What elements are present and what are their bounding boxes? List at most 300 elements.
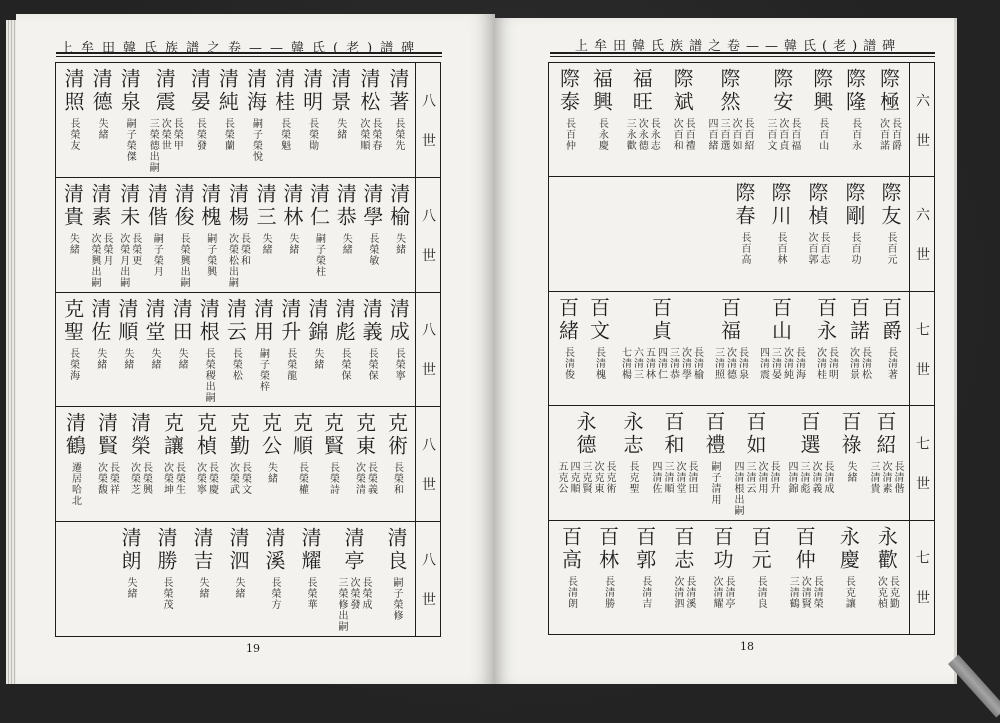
lineage-note: 長清槐: [593, 346, 605, 380]
person-name: 清溪: [262, 527, 286, 574]
lineage-note: 失緒: [393, 232, 405, 255]
genealogy-entry: [194, 412, 218, 520]
person-name: 百禮: [702, 411, 726, 458]
lineage-note: 長榮保: [338, 347, 350, 381]
generation-label: 七世: [909, 406, 934, 519]
generation-row: [56, 522, 440, 636]
person-name: 百仲: [792, 525, 817, 572]
genealogy-entry: [308, 183, 330, 291]
generation-row: [549, 177, 934, 291]
person-name: 福旺: [629, 68, 654, 114]
lineage-note: 長清朗: [565, 575, 577, 609]
genealogy-entry: [785, 411, 833, 519]
person-name: 清成: [386, 297, 411, 344]
genealogy-entry: [387, 298, 409, 406]
person-name: 百諾: [846, 296, 871, 343]
lineage-note: 長榮春: [369, 118, 381, 151]
person-name: 克讓: [160, 412, 185, 459]
person-name: 清三: [253, 182, 278, 229]
lineage-note: 長清田: [686, 461, 697, 495]
generation-label: 八世: [415, 178, 440, 292]
lineage-notes: [844, 461, 856, 519]
lineage-notes: [754, 576, 766, 634]
genealogy-table: [55, 62, 441, 637]
genealogy-entry: [260, 412, 282, 520]
person-name: 清鶴: [62, 412, 87, 459]
person-name: 際友: [878, 182, 902, 229]
genealogy-entry: [335, 527, 371, 635]
lineage-notes: [123, 118, 135, 176]
genealogy-table: [548, 62, 935, 635]
lineage-notes: [194, 462, 218, 520]
person-name: 清楊: [225, 182, 250, 229]
lineage-note: 次清耀: [710, 575, 722, 609]
person-name: 清田: [169, 297, 194, 344]
person-name: 百和: [661, 411, 685, 458]
lineage-note: 四清佐: [650, 461, 661, 495]
entry-group: [56, 293, 415, 407]
lineage-note: 嗣子榮修: [391, 577, 402, 622]
generation-label: 六世: [909, 177, 934, 290]
lineage-note: 長榮月: [101, 232, 113, 266]
lineage-note: 長清成: [822, 461, 833, 495]
generation-label: 六世: [909, 63, 934, 176]
lineage-notes: [353, 462, 377, 520]
lineage-notes: [66, 233, 78, 291]
person-name: 清著: [385, 68, 410, 114]
genealogy-entry: [322, 412, 344, 520]
lineage-note: 長榮甲: [171, 118, 183, 151]
genealogy-entry: [879, 182, 901, 290]
person-name: 百文: [586, 296, 611, 343]
genealogy-entry: [844, 68, 866, 176]
lineage-note: 次榮寧: [194, 462, 206, 496]
genealogy-entry: [301, 68, 323, 176]
genealogy-entry: [357, 68, 381, 176]
generation-row: [56, 293, 440, 408]
genealogy-entry: [385, 527, 407, 635]
lineage-notes: [196, 577, 208, 635]
lineage-notes: [390, 577, 402, 635]
lineage-note: 長榮華: [305, 577, 316, 611]
person-name: 際安: [769, 68, 794, 114]
lineage-note: 長榮更: [129, 232, 141, 266]
genealogy-entry: [649, 411, 697, 519]
lineage-notes: [193, 118, 205, 176]
lineage-notes: [69, 462, 81, 520]
person-name: 際剛: [842, 182, 866, 229]
genealogy-entry: [670, 68, 694, 176]
lineage-note: 長榮義: [365, 462, 377, 496]
lineage-note: 次百如: [729, 118, 741, 151]
lineage-note: 次清賢: [799, 575, 811, 609]
lineage-notes: [786, 576, 822, 634]
generation-row: [549, 521, 934, 634]
lineage-notes: [117, 233, 141, 291]
lineage-note: 次克東: [592, 461, 603, 495]
lineage-notes: [357, 118, 381, 176]
lineage-note: 長榮成: [360, 577, 371, 611]
generation-label: 八世: [415, 522, 440, 636]
header-double-rule: [550, 52, 935, 57]
lineage-note: 長榮文: [239, 462, 251, 496]
genealogy-entry: [867, 411, 903, 519]
lineage-note: 次百貞: [776, 118, 788, 151]
lineage-notes: [867, 461, 903, 519]
lineage-note: 三清順: [662, 461, 673, 495]
genealogy-entry: [161, 412, 185, 520]
lineage-note: 四克順: [568, 461, 579, 495]
lineage-notes: [639, 576, 651, 634]
lineage-note: 三克賢: [580, 461, 591, 495]
lineage-note: 長清勝: [602, 575, 614, 609]
person-name: 清升: [277, 297, 302, 344]
genealogy-entry: [814, 297, 838, 405]
person-name: 清順: [114, 297, 139, 344]
person-name: 清仁: [306, 182, 331, 229]
lineage-notes: [764, 118, 800, 176]
lineage-notes: [805, 232, 829, 290]
genealogy-entry: [62, 298, 84, 406]
lineage-notes: [124, 577, 136, 635]
person-name: 清良: [384, 527, 408, 574]
lineage-note: 次榮坤: [161, 462, 173, 496]
lineage-notes: [161, 462, 185, 520]
person-name: 克術: [384, 412, 409, 459]
lineage-note: 長克術: [604, 461, 615, 495]
person-name: 清槐: [197, 182, 222, 229]
person-name: 百郭: [632, 525, 657, 572]
person-name: 清景: [327, 68, 352, 114]
lineage-notes: [259, 233, 271, 291]
lineage-notes: [392, 348, 404, 406]
lineage-notes: [278, 118, 290, 176]
person-name: 清榮: [127, 412, 152, 459]
genealogy-entry: [703, 411, 725, 519]
lineage-notes: [816, 118, 828, 176]
person-name: 清貴: [60, 182, 85, 229]
person-name: 克公: [258, 412, 283, 459]
lineage-notes: [565, 576, 577, 634]
lineage-notes: [619, 347, 703, 405]
lineage-note: 長清偕: [892, 461, 903, 495]
genealogy-entry: [62, 68, 84, 176]
person-name: 百志: [670, 525, 695, 572]
lineage-note: 長百山: [816, 118, 828, 151]
lineage-note: 次榮世: [159, 118, 171, 151]
genealogy-entry: [89, 298, 111, 406]
genealogy-entry: [560, 526, 582, 634]
lineage-note: 次清景: [847, 346, 859, 380]
lineage-note: 長榮松: [230, 347, 242, 381]
genealogy-entry: [837, 526, 859, 634]
lineage-note: 失緒: [197, 577, 208, 600]
person-name: 清偕: [144, 182, 169, 229]
lineage-notes: [842, 576, 854, 634]
person-name: 百如: [743, 411, 767, 458]
lineage-notes: [257, 348, 269, 406]
generation-label: 八世: [415, 293, 440, 407]
generation-row: [549, 63, 934, 177]
person-name: 際川: [768, 182, 792, 229]
genealogy-entry: [874, 526, 898, 634]
genealogy-entry: [117, 183, 141, 291]
lineage-note: 長清升: [768, 461, 779, 495]
lineage-notes: [626, 461, 638, 519]
lineage-note: 長榮稷出嗣: [203, 347, 215, 403]
lineage-note: 嗣子清用: [709, 461, 720, 506]
lineage-note: 次百諾: [877, 118, 889, 151]
person-name: 清亭: [341, 527, 365, 574]
genealogy-entry: [95, 412, 119, 520]
lineage-note: 失緒: [96, 118, 108, 140]
lineage-note: 遷居哈北: [69, 462, 81, 507]
person-name: 清純: [215, 68, 240, 114]
person-name: 清明: [299, 68, 324, 114]
lineage-note: 長百禮: [683, 118, 695, 151]
person-name: 清海: [243, 68, 268, 114]
genealogy-entry: [333, 298, 355, 406]
lineage-notes: [128, 462, 152, 520]
person-name: 克聖: [60, 297, 85, 344]
genealogy-entry: [590, 68, 612, 176]
lineage-note: 三百選: [717, 118, 729, 151]
lineage-notes: [304, 577, 316, 635]
lineage-note: 長榮和: [238, 232, 250, 266]
lineage-note: 次清純: [781, 346, 793, 380]
genealogy-entry: [146, 68, 182, 176]
right-page: [495, 18, 957, 684]
genealogy-entry: [329, 68, 351, 176]
lineage-note: 四清仁: [655, 346, 667, 380]
lineage-note: 長百爵: [889, 118, 901, 151]
lineage-note: 長百福: [788, 118, 800, 151]
lineage-note: 四清震: [757, 346, 769, 380]
genealogy-entry: [387, 68, 409, 176]
genealogy-entry: [839, 411, 861, 519]
person-name: 百選: [797, 411, 821, 458]
person-name: 克順: [289, 412, 314, 459]
person-name: 清素: [88, 182, 113, 229]
genealogy-entry: [90, 68, 112, 176]
person-name: 清堂: [141, 297, 166, 344]
genealogy-entry: [555, 411, 615, 519]
lineage-note: 失緒: [260, 232, 272, 255]
person-name: 清桂: [271, 68, 296, 114]
lineage-notes: [847, 347, 871, 405]
lineage-note: 長榮興出嗣: [178, 232, 190, 288]
lineage-note: 次榮發: [348, 577, 359, 611]
lineage-notes: [202, 348, 214, 406]
lineage-notes: [885, 347, 897, 405]
lineage-notes: [649, 461, 697, 519]
genealogy-entry: [197, 298, 219, 406]
lineage-note: 長克勤: [887, 575, 899, 609]
lineage-notes: [177, 233, 189, 291]
header-double-rule: [56, 52, 442, 57]
lineage-notes: [339, 233, 351, 291]
person-name: 百祿: [838, 411, 862, 458]
genealogy-entry: [671, 526, 695, 634]
lineage-note: 長榮友: [68, 118, 80, 151]
lineage-note: 長百永: [849, 118, 861, 151]
lineage-note: 長榮敏: [366, 232, 378, 266]
lineage-note: 長清榆: [691, 346, 703, 380]
lineage-note: 五克公: [556, 461, 567, 495]
genealogy-entry: [227, 527, 249, 635]
lineage-note: 失緒: [334, 118, 346, 140]
entry-group: [56, 178, 415, 292]
lineage-note: 長榮海: [67, 347, 79, 381]
lineage-note: 長榮勛: [306, 118, 318, 151]
lineage-notes: [94, 348, 106, 406]
lineage-note: 三清照: [712, 346, 724, 380]
person-name: 清勝: [154, 527, 178, 574]
lineage-note: 次榮月出嗣: [117, 232, 129, 288]
lineage-note: 長清榮: [811, 575, 823, 609]
person-name: 清德: [89, 68, 114, 114]
lineage-note: 六清三: [631, 346, 643, 380]
genealogy-entry: [731, 411, 779, 519]
lineage-note: 嗣子榮悅: [250, 118, 262, 162]
lineage-notes: [884, 232, 896, 290]
lineage-note: 次永德: [636, 118, 648, 151]
person-name: 清云: [223, 297, 248, 344]
lineage-notes: [708, 461, 720, 519]
lineage-note: 長百紹: [741, 118, 753, 151]
genealogy-entry: [786, 526, 822, 634]
lineage-notes: [670, 118, 694, 176]
genealogy-entry: [805, 182, 829, 290]
genealogy-entry: [188, 68, 210, 176]
lineage-note: 失緒: [67, 232, 79, 255]
lineage-notes: [623, 118, 659, 176]
lineage-note: 失緒: [233, 577, 244, 600]
lineage-notes: [88, 233, 112, 291]
lineage-note: 長清良: [755, 575, 767, 609]
person-name: 克勤: [226, 412, 251, 459]
lineage-notes: [602, 576, 614, 634]
lineage-notes: [757, 347, 805, 405]
genealogy-entry: [128, 412, 152, 520]
genealogy-entry: [143, 298, 165, 406]
genealogy-entry: [281, 183, 303, 291]
entry-group: [549, 292, 909, 405]
person-name: 清賢: [94, 412, 119, 459]
lineage-notes: [731, 461, 779, 519]
genealogy-entry: [634, 526, 656, 634]
running-header: 上牟田韓氏族譜之卷——韓氏(老)譜碑: [60, 41, 423, 56]
person-name: 際春: [732, 182, 756, 229]
genealogy-entry: [299, 527, 321, 635]
lineage-notes: [95, 462, 119, 520]
genealogy-entry: [705, 68, 753, 176]
lineage-note: 次榮清: [353, 462, 365, 496]
genealogy-entry: [279, 298, 301, 406]
lineage-note: 長榮保: [366, 347, 378, 381]
lineage-note: 次百郭: [806, 232, 817, 266]
lineage-note: 次百和: [671, 118, 683, 151]
lineage-notes: [705, 118, 753, 176]
person-name: 清未: [116, 182, 141, 229]
genealogy-entry: [588, 297, 610, 405]
generation-row: [549, 292, 934, 406]
person-name: 百永: [813, 296, 838, 343]
lineage-notes: [160, 577, 172, 635]
lineage-note: 嗣子榮梓: [257, 347, 269, 392]
genealogy-entry: [710, 526, 734, 634]
genealogy-entry: [619, 297, 703, 405]
lineage-note: 失緒: [265, 462, 277, 485]
entry-group: [549, 521, 909, 634]
lineage-note: 長榮興: [140, 462, 152, 496]
genealogy-entry: [334, 183, 356, 291]
lineage-notes: [146, 118, 182, 176]
genealogy-entry: [224, 298, 246, 406]
lineage-note: 次克楨: [875, 575, 887, 609]
lineage-note: 嗣子榮月: [151, 232, 163, 277]
generation-label: 八世: [415, 63, 440, 177]
person-name: 清松: [356, 68, 381, 114]
lineage-note: 三百文: [764, 118, 776, 151]
lineage-notes: [876, 118, 900, 176]
lineage-notes: [327, 462, 339, 520]
lineage-note: 長清吉: [639, 575, 651, 609]
lineage-note: 失緒: [286, 232, 298, 255]
lineage-notes: [229, 348, 241, 406]
lineage-note: 次榮順: [357, 118, 369, 151]
lineage-note: 四清錦: [786, 461, 797, 495]
lineage-notes: [250, 118, 262, 176]
lineage-note: 次榮興出嗣: [89, 232, 101, 288]
genealogy-entry: [557, 68, 579, 176]
person-name: 永志: [620, 411, 644, 458]
lineage-notes: [814, 347, 838, 405]
person-name: 清根: [196, 297, 221, 344]
genealogy-entry: [749, 526, 771, 634]
person-name: 百福: [717, 296, 742, 343]
lineage-notes: [365, 348, 377, 406]
genealogy-entry: [361, 183, 383, 291]
lineage-note: 次清堂: [674, 461, 685, 495]
person-name: 清錦: [304, 297, 329, 344]
genealogy-entry: [199, 183, 221, 291]
lineage-notes: [562, 118, 574, 176]
lineage-note: 長清亭: [722, 575, 734, 609]
lineage-notes: [265, 462, 277, 520]
lineage-note: 長榮發: [194, 118, 206, 151]
person-name: 清耀: [298, 527, 322, 574]
lineage-note: 次榮芝: [128, 462, 140, 496]
lineage-note: 長百仲: [563, 118, 575, 151]
lineage-note: 失緒: [311, 347, 323, 370]
person-name: 際泰: [556, 68, 581, 114]
lineage-note: 次清義: [810, 461, 821, 495]
lineage-note: 失緒: [845, 461, 856, 484]
genealogy-entry: [225, 183, 249, 291]
lineage-note: 五清林: [643, 346, 655, 380]
genealogy-entry: [712, 297, 748, 405]
lineage-notes: [712, 347, 748, 405]
lineage-note: 三清云: [744, 461, 755, 495]
lineage-notes: [227, 462, 251, 520]
lineage-note: 長清明: [826, 346, 838, 380]
genealogy-entry: [360, 298, 382, 406]
left-page: [16, 14, 495, 684]
lineage-note: 長永慶: [596, 118, 608, 151]
person-name: 清泗: [226, 527, 250, 574]
lineage-note: 三清晏: [769, 346, 781, 380]
